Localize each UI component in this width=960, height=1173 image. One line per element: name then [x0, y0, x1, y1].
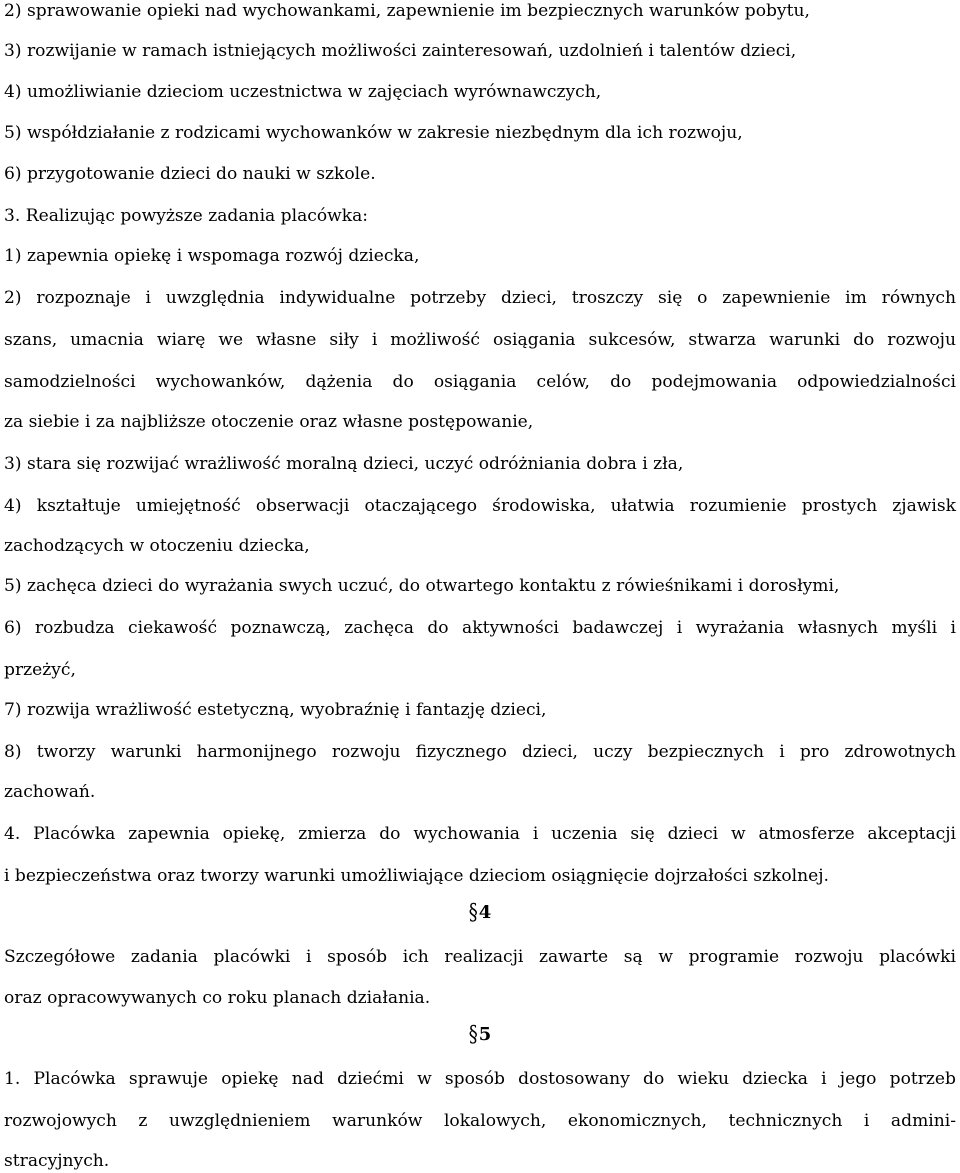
- section-symbol: §: [468, 899, 478, 926]
- text-line: 4. Placówka zapewnia opiekę, zmierza do wychowania i uczenia się dzieci w atmosferze akceptacji: [4, 824, 956, 844]
- text-line: 3. Realizując powyższe zadania placówka:: [4, 206, 369, 226]
- text-line: 5) zachęca dzieci do wyrażania swych uczuć, do otwartego kontaktu z rówieśnikami i dorosłymi,: [4, 576, 840, 596]
- text-line: zachowań.: [4, 782, 96, 802]
- text-line: 7) rozwija wrażliwość estetyczną, wyobraźnię i fantazję dzieci,: [4, 700, 547, 720]
- text-line: 8) tworzy warunki harmonijnego rozwoju fizycznego dzieci, uczy bezpiecznych i pro zdrowotnych: [4, 742, 956, 762]
- text-line: 6) przygotowanie dzieci do nauki w szkole.: [4, 164, 376, 184]
- text-line: stracyjnych.: [4, 1151, 110, 1171]
- section-heading-4: [0, 901, 960, 925]
- section-number: 4: [478, 902, 492, 923]
- text-line: 4) kształtuje umiejętność obserwacji otaczającego środowiska, ułatwia rozumienie prostych zjawisk: [4, 496, 956, 516]
- text-line: samodzielności wychowanków, dążenia do osiągania celów, do podejmowania odpowiedzialności: [4, 372, 956, 392]
- section-symbol: §: [468, 1021, 478, 1048]
- text-line: 2) rozpoznaje i uwzględnia indywidualne potrzeby dzieci, troszczy się o zapewnienie im równych: [4, 288, 956, 308]
- text-line: 3) rozwijanie w ramach istniejących możliwości zainteresowań, uzdolnień i talentów dzieci,: [4, 41, 797, 61]
- section-heading-5: [0, 1023, 960, 1047]
- text-line: 2) sprawowanie opieki nad wychowankami, zapewnienie im bezpiecznych warunków pobytu,: [4, 1, 810, 21]
- text-line: 3) stara się rozwijać wrażliwość moralną dzieci, uczyć odróżniania dobra i zła,: [4, 454, 684, 474]
- text-line: Szczegółowe zadania placówki i sposób ich realizacji zawarte są w programie rozwoju placówki: [4, 947, 956, 967]
- section-number: 5: [478, 1024, 492, 1045]
- text-line: zachodzących w otoczeniu dziecka,: [4, 536, 310, 556]
- text-line: za siebie i za najbliższe otoczenie oraz własne postępowanie,: [4, 412, 534, 432]
- text-line: i bezpieczeństwa oraz tworzy warunki umożliwiające dzieciom osiągnięcie dojrzałości szkolnej.: [4, 866, 829, 886]
- text-line: 1. Placówka sprawuje opiekę nad dziećmi w sposób dostosowany do wieku dziecka i jego potrzeb: [4, 1069, 956, 1089]
- text-line: 4) umożliwianie dzieciom uczestnictwa w zajęciach wyrównawczych,: [4, 82, 602, 102]
- text-line: rozwojowych z uwzględnieniem warunków lokalowych, ekonomicznych, technicznych i admini-: [4, 1111, 956, 1131]
- text-line: oraz opracowywanych co roku planach działania.: [4, 988, 431, 1008]
- text-line: 5) współdziałanie z rodzicami wychowanków w zakresie niezbędnym dla ich rozwoju,: [4, 123, 743, 143]
- text-line: przeżyć,: [4, 660, 76, 680]
- text-line: szans, umacnia wiarę we własne siły i możliwość osiągania sukcesów, stwarza warunki do rozwoju: [4, 330, 956, 350]
- text-line: 6) rozbudza ciekawość poznawczą, zachęca do aktywności badawczej i wyrażania własnych myśli i: [4, 618, 956, 638]
- text-line: 1) zapewnia opiekę i wspomaga rozwój dziecka,: [4, 246, 420, 266]
